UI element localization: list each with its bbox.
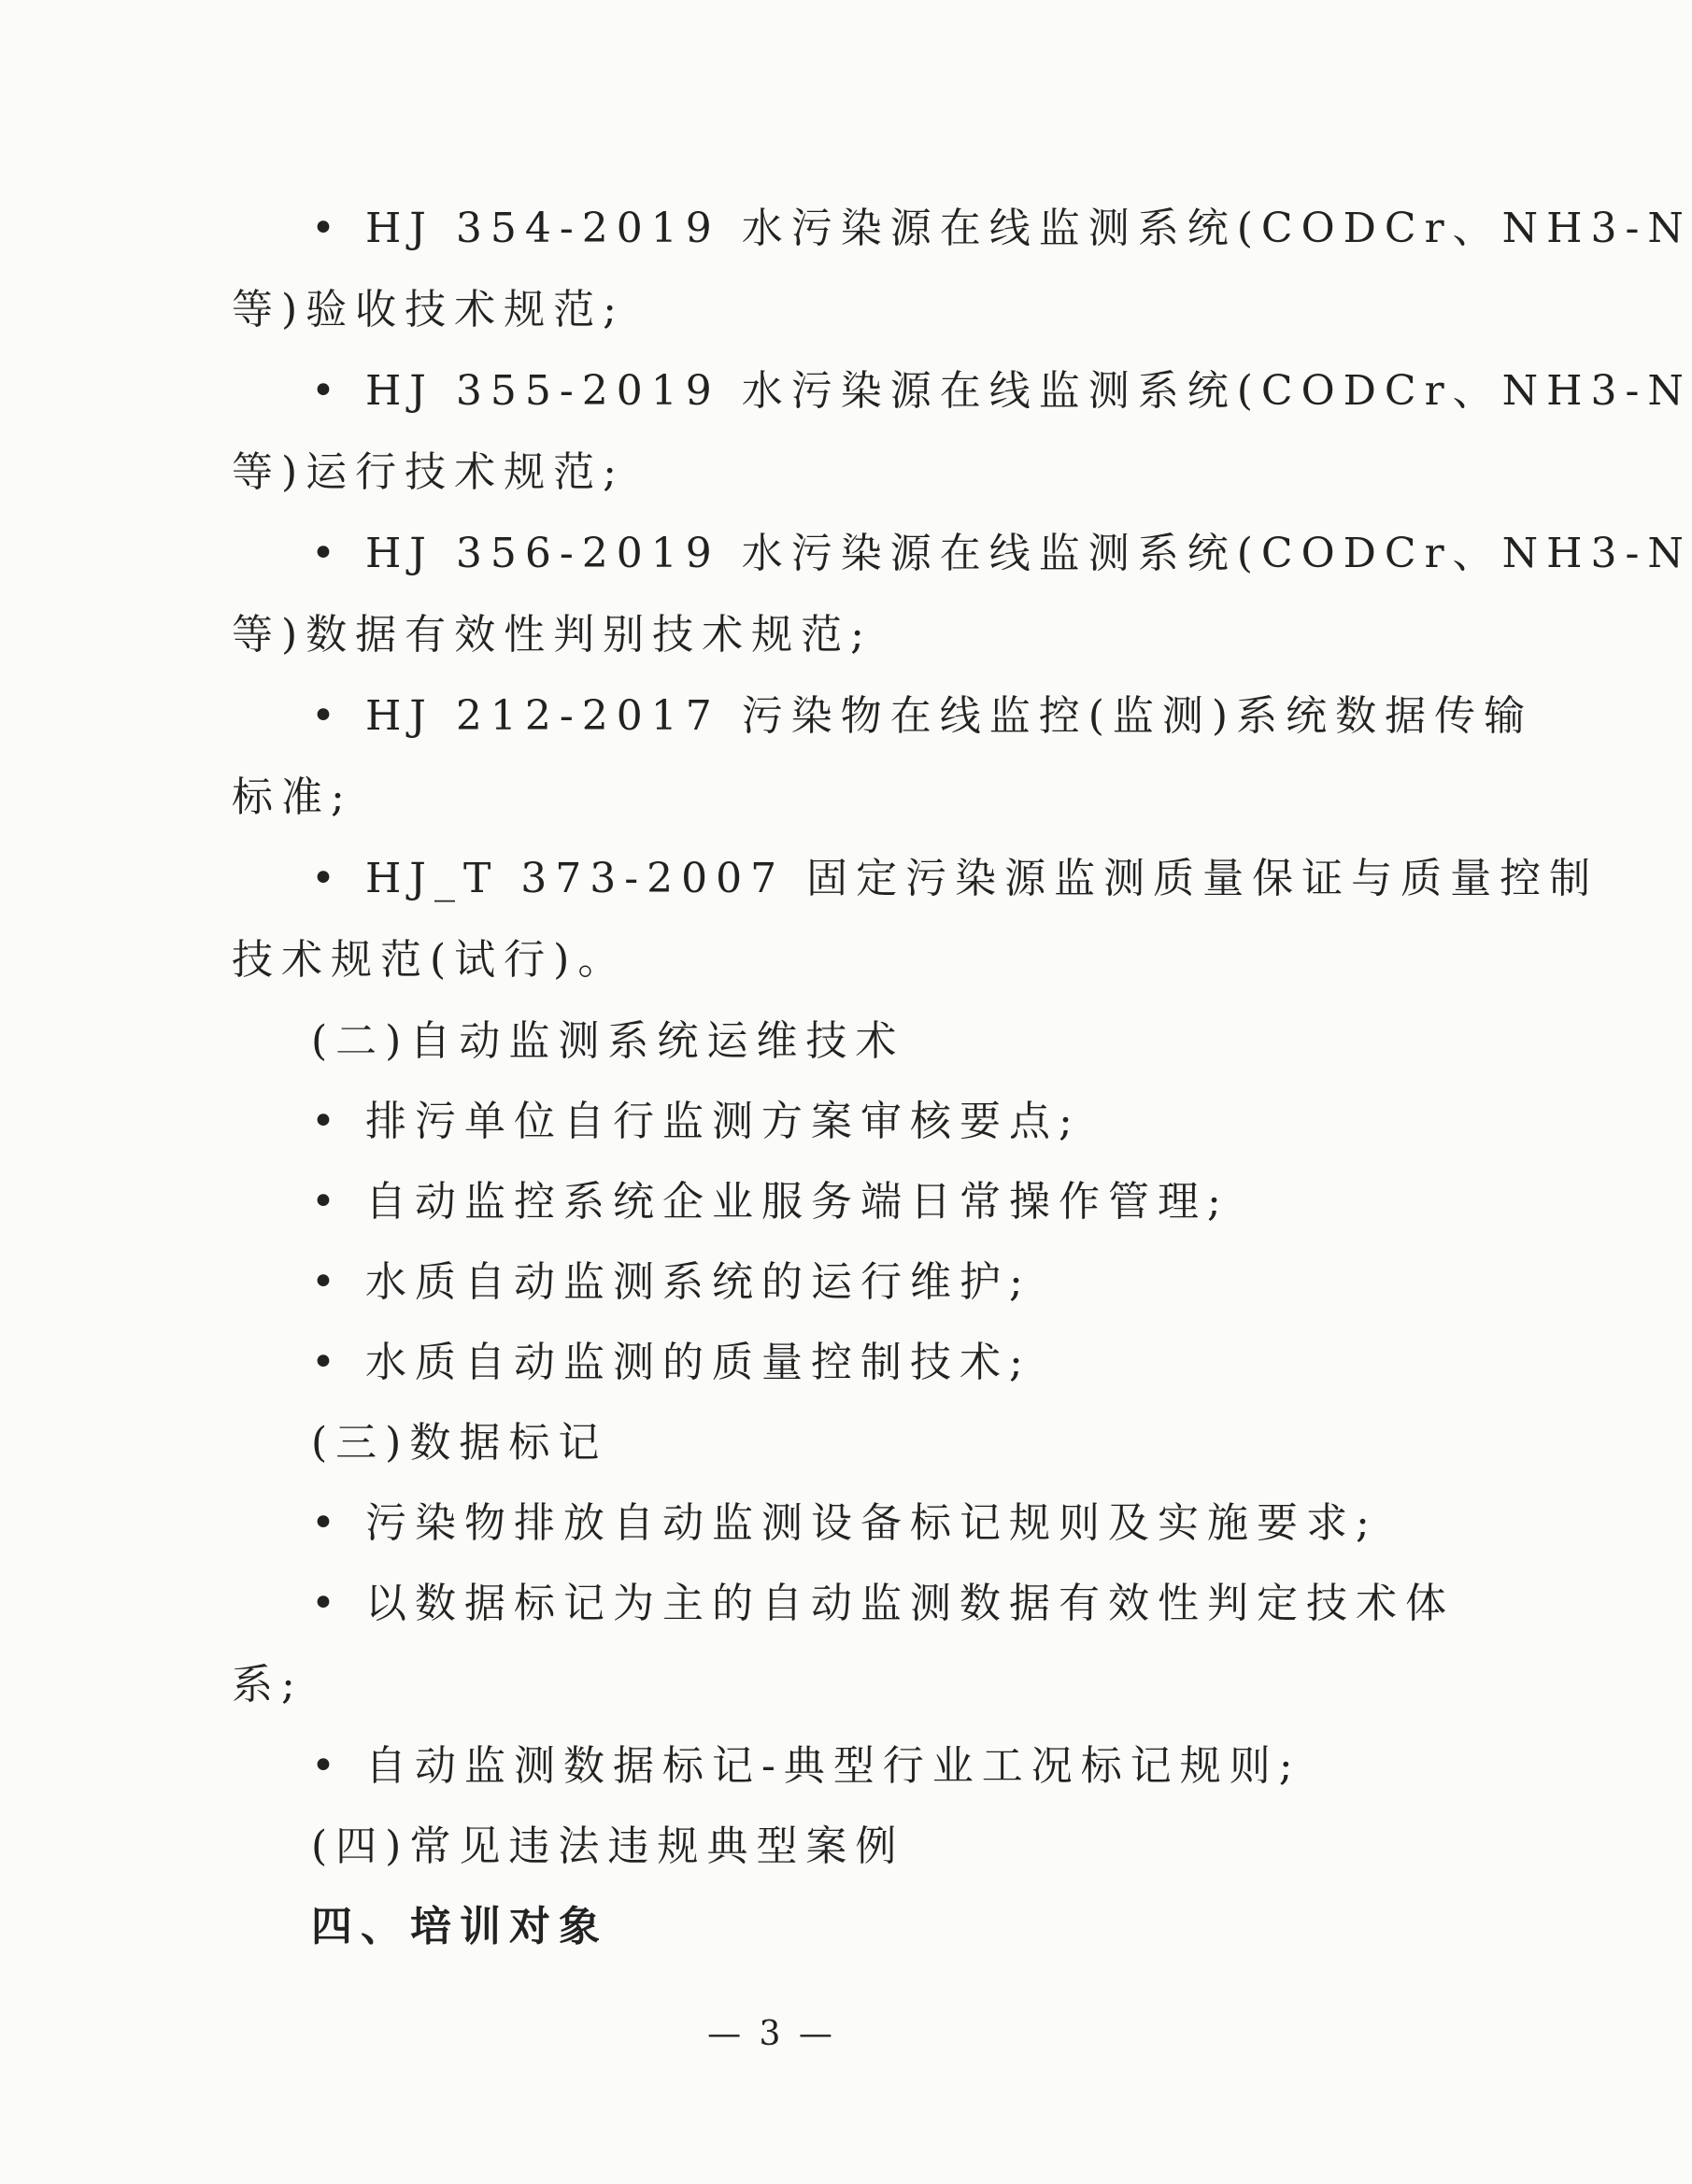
list-item: • 自动监控系统企业服务端日常操作管理; — [311, 1178, 1230, 1226]
list-item: • 水质自动监测系统的运行维护; — [311, 1258, 1031, 1306]
section-heading-data-marking: (三)数据标记 — [311, 1419, 608, 1467]
list-item: • 水质自动监测的质量控制技术; — [311, 1339, 1031, 1386]
list-item: • 自动监测数据标记-典型行业工况标记规则; — [311, 1742, 1301, 1790]
page-number: — 3 — — [707, 2015, 836, 2053]
list-item: • 排污单位自行监测方案审核要点; — [311, 1098, 1081, 1145]
standard-item-hj212-line1: • HJ 212-2017 污染物在线监控(监测)系统数据传输 — [311, 692, 1534, 740]
standard-item-hj355-line2: 等)运行技术规范; — [232, 448, 625, 496]
standard-item-hj356-line2: 等)数据有效性判别技术规范; — [232, 611, 873, 659]
standard-item-hj212-line2: 标准; — [232, 773, 353, 821]
list-item-line1: • 以数据标记为主的自动监测数据有效性判定技术体 — [311, 1580, 1455, 1627]
standard-item-hj356-line1: • HJ 356-2019 水污染源在线监测系统(CODCr、NH3-N — [311, 530, 1692, 577]
standard-item-hjt373-line2: 技术规范(试行)。 — [232, 936, 628, 984]
list-item: • 污染物排放自动监测设备标记规则及实施要求; — [311, 1499, 1378, 1547]
section-heading-ops-tech: (二)自动监测系统运维技术 — [311, 1017, 905, 1065]
standard-item-hj355-line1: • HJ 355-2019 水污染源在线监测系统(CODCr、NH3-N — [311, 367, 1692, 415]
standard-item-hj354-line1: • HJ 354-2019 水污染源在线监测系统(CODCr、NH3-N — [311, 205, 1692, 252]
part-heading-training-audience: 四、培训对象 — [311, 1903, 608, 1950]
standard-item-hjt373-line1: • HJ_T 373-2007 固定污染源监测质量保证与质量控制 — [311, 855, 1600, 902]
standard-item-hj354-line2: 等)验收技术规范; — [232, 286, 625, 333]
list-item-line2: 系; — [232, 1661, 304, 1709]
section-heading-typical-cases: (四)常见违法违规典型案例 — [311, 1822, 905, 1870]
